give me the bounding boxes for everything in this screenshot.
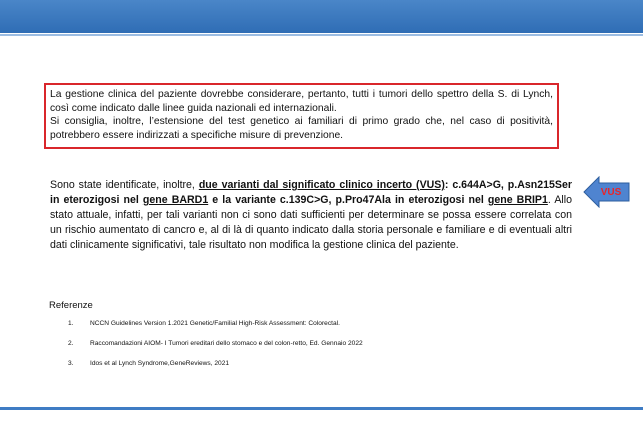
- reference-text: NCCN Guidelines Version 1.2021 Genetic/Familial High-Risk Assessment: Colorectal.: [90, 320, 340, 327]
- reference-number: 1.: [68, 320, 74, 327]
- note-line-1: La gestione clinica del paziente dovrebbe considerare, pertanto, tutti i tumori dello spettro della S. di Lynch, così come indicato dalle linee guida nazionali ed internazionali.: [50, 89, 553, 114]
- header-band: [0, 0, 643, 33]
- reference-number: 2.: [68, 340, 74, 347]
- reference-text: Idos et al Lynch Syndrome,GeneReviews, 2021: [90, 360, 230, 367]
- references-title: Referenze: [49, 300, 93, 311]
- highlighted-note-box: [44, 83, 559, 149]
- reference-item: [68, 359, 363, 379]
- note-line-2: Si consiglia, inoltre, l’estensione del test genetico ai familiari di primo grado che, nel caso di positività, potrebbero essere indirizzati a specifiche misure di prevenzione.: [50, 116, 553, 141]
- reference-item: [68, 339, 363, 359]
- gene-brip1: gene BRIP1: [487, 194, 548, 206]
- references-list: [68, 319, 363, 379]
- reference-text: Raccomandazioni AIOM- I Tumori ereditari dello stomaco e del colon-retto, Ed. Gennaio 2022: [90, 340, 363, 347]
- footer-divider: [0, 407, 643, 410]
- variants-paragraph: [50, 178, 572, 253]
- para-text-1: Sono state identificate, inoltre,: [50, 179, 199, 191]
- vus-phrase: due varianti dal significato clinico incerto (VUS): [198, 179, 445, 191]
- reference-number: 3.: [68, 360, 74, 367]
- vus-label: VUS: [600, 186, 622, 198]
- gene-bard1: gene BARD1: [142, 194, 209, 206]
- para-text-5: e la variante c.139C>G, p.Pro47Ala in eterozigosi nel: [208, 194, 488, 206]
- header-divider: [0, 34, 643, 36]
- para-text-7: . Allo stato attuale, infatti, per tali varianti non ci sono dati sufficienti per determinare se possa essere correlata con un rischio aumentato di cancro e, al di là di quanto indicato dalla storia personale e familiare e di eventuali altri dati clinicamente significativi, tale risultato non modifica la gestione clinica del paziente.: [50, 194, 572, 251]
- para-text-3: : c.644A>G, p.Asn215Ser in eterozigosi nel: [50, 179, 572, 206]
- reference-item: [68, 319, 363, 339]
